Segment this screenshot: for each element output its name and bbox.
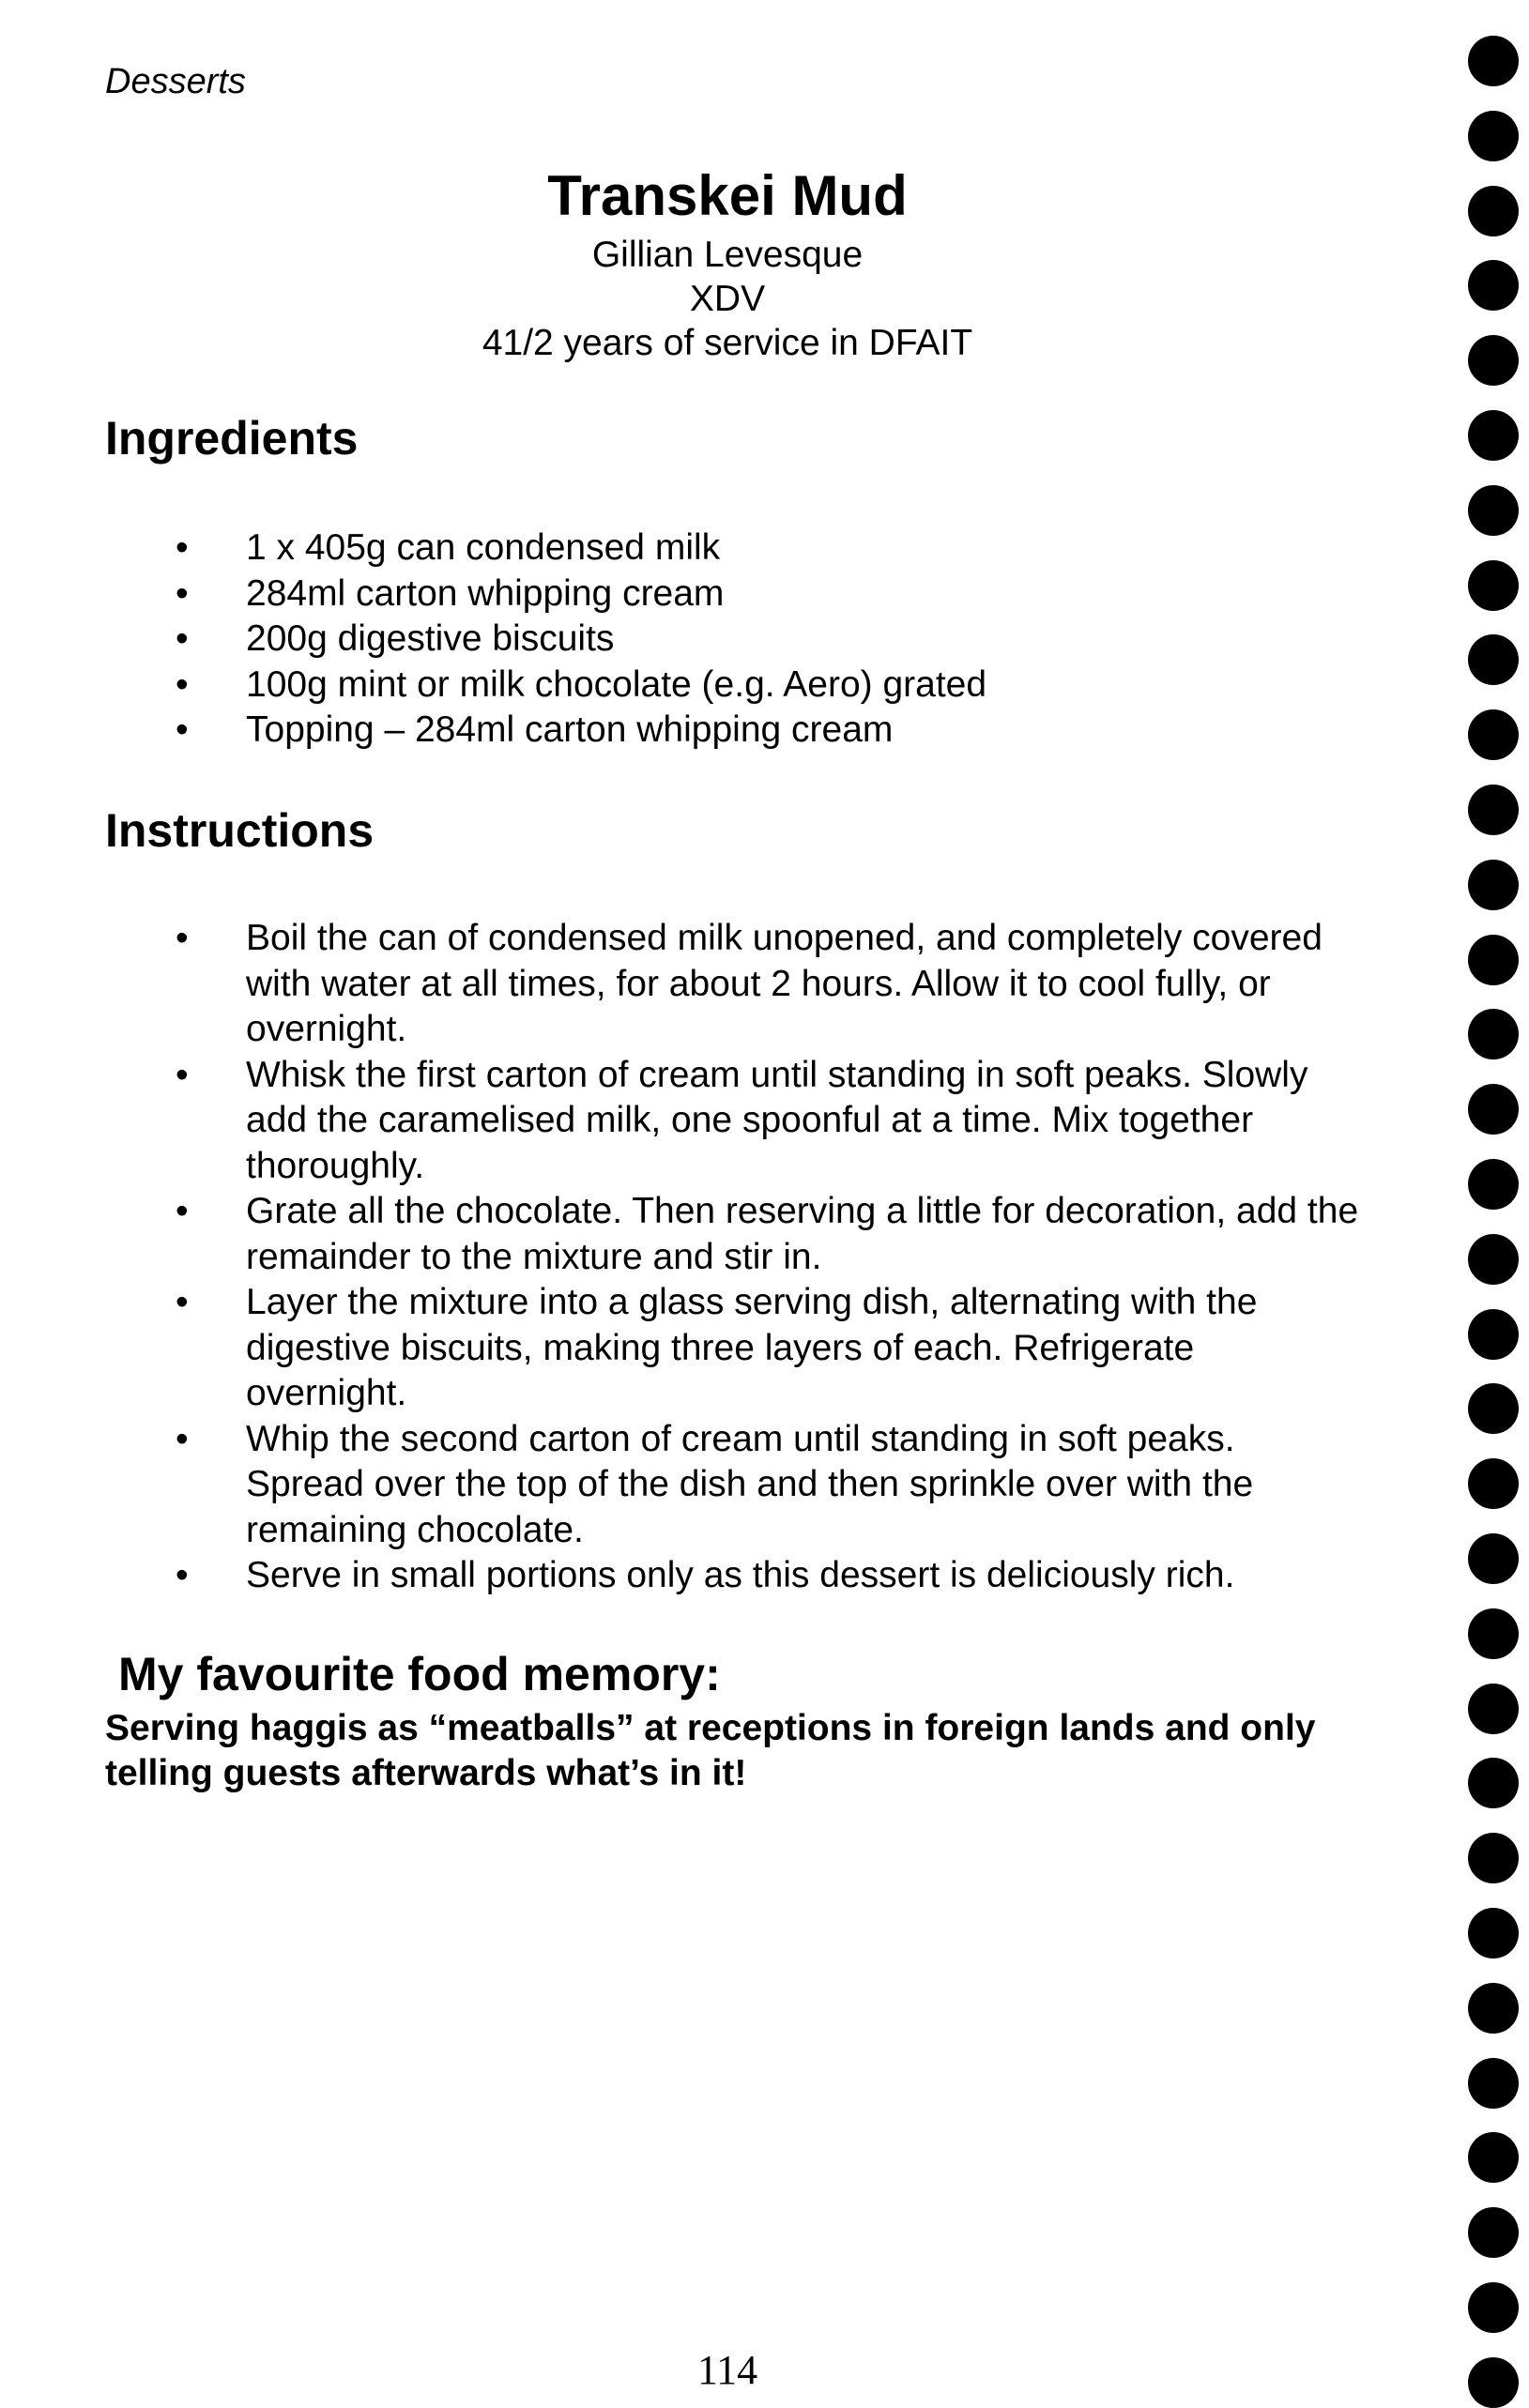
list-item [0, 708, 986, 754]
instruction-text: Grate all the chocolate. Then reserving a little for decoration, add the remainder to the mixture and stir in. [246, 1191, 1359, 1277]
binding-hole-icon [1468, 335, 1519, 386]
binding-hole-icon [1468, 410, 1519, 461]
bullet-icon: • [176, 1282, 189, 1322]
binding-hole-icon [1468, 785, 1519, 835]
author-name: Gillian Levesque [591, 235, 864, 275]
binding-hole-icon [1468, 860, 1519, 910]
list-item [0, 916, 1361, 1053]
ingredient-text: 100g mint or milk chocolate (e.g. Aero) grated [246, 663, 987, 705]
list-item [0, 1053, 1361, 1190]
binding-hole-icon [1468, 186, 1519, 236]
list-item [0, 617, 986, 663]
bullet-icon: • [176, 572, 189, 614]
binding-hole-icon [1468, 1159, 1519, 1210]
binding-hole-icon [1468, 111, 1519, 161]
list-item [0, 526, 986, 572]
page-number: 114 [696, 2347, 758, 2393]
bullet-icon: • [176, 1555, 189, 1595]
bullet-icon: • [176, 1191, 189, 1231]
binding-hole-icon [1468, 1908, 1519, 1958]
recipe-title: Transkei Mud [547, 164, 908, 227]
instruction-text: Layer the mixture into a glass serving dish, alternating with the digestive biscuits, making three layers of each. Refrigerate overnight. [246, 1282, 1258, 1413]
binding-hole-icon [1468, 634, 1519, 685]
ingredient-text: 200g digestive biscuits [246, 618, 615, 659]
binding-hole-icon [1468, 1758, 1519, 1808]
binding-hole-icon [1468, 1234, 1519, 1285]
list-item [0, 1417, 1361, 1554]
instruction-text: Boil the can of condensed milk unopened, and completely covered with water at all times, for about 2 hours. Allow it to cool fully, or overnight. [246, 918, 1323, 1049]
list-item [0, 663, 986, 709]
bullet-icon: • [176, 663, 189, 705]
instruction-text: Whip the second carton of cream until standing in soft peaks. Spread over the top of the dish and then sprinkle over with the remaining chocolate. [246, 1418, 1254, 1550]
binding-hole-icon [1468, 2132, 1519, 2183]
binding-hole-icon [1468, 1458, 1519, 1509]
binding-hole-icon [1468, 1983, 1519, 2034]
bullet-icon: • [176, 1054, 189, 1095]
instruction-text: Whisk the first carton of cream until standing in soft peaks. Slowly add the caramelised milk, one spoonful at a time. Mix together thoroughly. [246, 1054, 1308, 1186]
memory-heading: My favourite food memory: [118, 1648, 721, 1700]
bullet-icon: • [176, 709, 189, 750]
ingredients-list [0, 526, 986, 754]
binding-hole-icon [1468, 2058, 1519, 2109]
binding-hole-icon [1468, 2357, 1519, 2408]
instructions-heading: Instructions [105, 804, 375, 857]
bullet-icon: • [176, 618, 189, 659]
ingredients-heading: Ingredients [105, 412, 359, 465]
binding-hole-icon [1468, 260, 1519, 311]
binding-hole-icon [1468, 1309, 1519, 1360]
ingredient-text: Topping – 284ml carton whipping cream [246, 709, 894, 750]
list-item [0, 1280, 1361, 1417]
binding-holes [1466, 0, 1522, 2397]
bullet-icon: • [176, 1418, 189, 1459]
binding-hole-icon [1468, 2207, 1519, 2258]
memory-text: Serving haggis as “meatballs” at receptions in foreign lands and only telling guests afterwards what’s in it! [105, 1708, 1316, 1793]
binding-hole-icon [1468, 1833, 1519, 1883]
list-item [0, 1189, 1361, 1280]
instructions-list [0, 916, 1361, 1599]
binding-hole-icon [1468, 1533, 1519, 1584]
binding-hole-icon [1468, 485, 1519, 536]
bullet-icon: • [176, 527, 189, 568]
author-service: 41/2 years of service in DFAIT [482, 323, 973, 363]
author-division: XDV [689, 279, 766, 319]
binding-hole-icon [1468, 935, 1519, 985]
binding-hole-icon [1468, 36, 1519, 86]
section-label: Desserts [105, 62, 246, 101]
binding-hole-icon [1468, 2282, 1519, 2333]
binding-hole-icon [1468, 1084, 1519, 1135]
list-item [0, 572, 986, 617]
binding-hole-icon [1468, 560, 1519, 611]
bullet-icon: • [176, 918, 189, 958]
binding-hole-icon [1468, 1684, 1519, 1734]
binding-hole-icon [1468, 1383, 1519, 1434]
list-item [0, 1553, 1361, 1599]
binding-hole-icon [1468, 1608, 1519, 1659]
ingredient-text: 1 x 405g can condensed milk [246, 527, 721, 568]
title-block [282, 160, 1173, 365]
binding-hole-icon [1468, 1009, 1519, 1059]
instruction-text: Serve in small portions only as this dessert is deliciously rich. [246, 1555, 1235, 1595]
ingredient-text: 284ml carton whipping cream [246, 572, 725, 614]
binding-hole-icon [1468, 709, 1519, 760]
